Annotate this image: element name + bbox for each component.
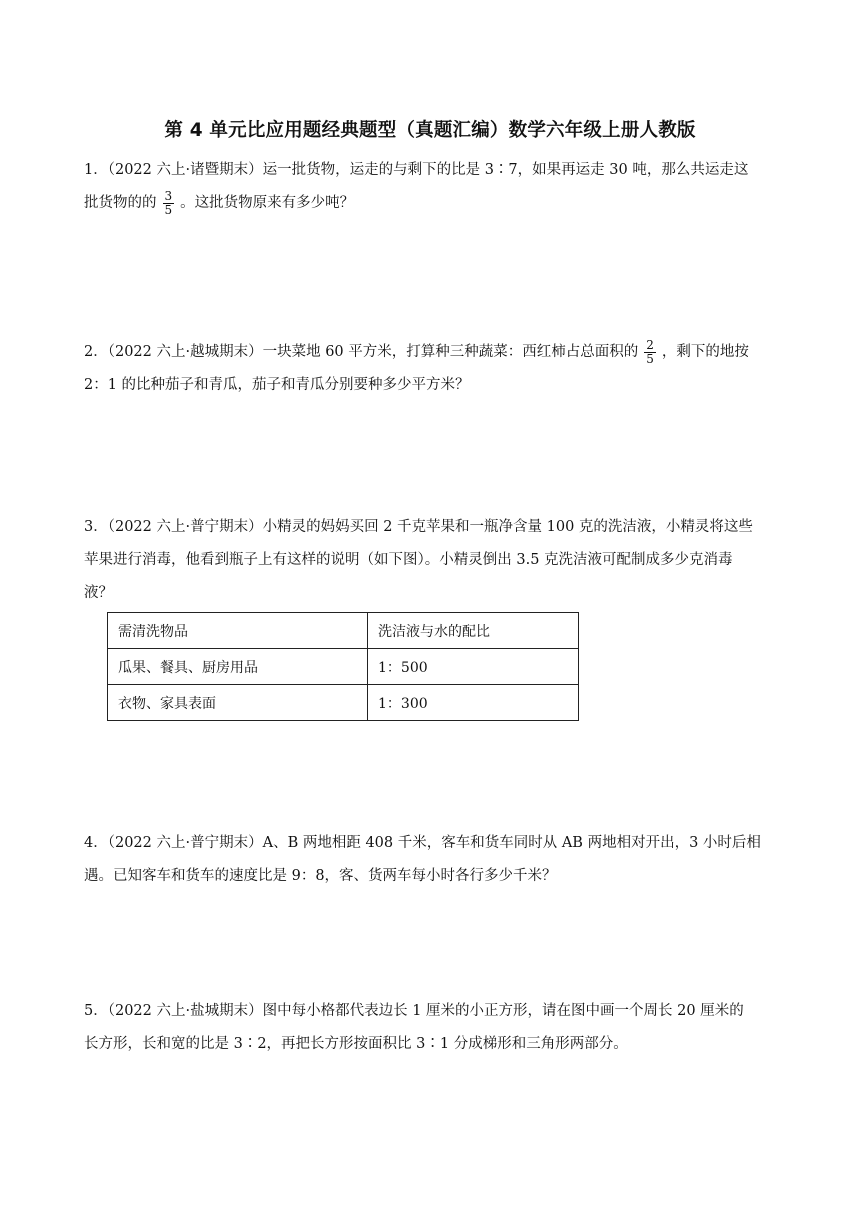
question-3-line-3: 液？ [84, 585, 113, 601]
question-2-text-before: 2．（2022 六上·越城期末）一块菜地 60 平方米，打算种三种蔬菜：西红柿占总面积的 [84, 344, 639, 360]
question-4-line-1: 4．（2022 六上·普宁期末）A、B 两地相距 408 千米，客车和货车同时从 AB 两地相对开出，3 小时后相 [84, 835, 761, 851]
fraction-denominator: 5 [164, 202, 173, 217]
question-2-line-2: 2：1 的比种茄子和青瓜，茄子和青瓜分别要种多少平方米？ [84, 377, 470, 393]
table-header-row [108, 613, 579, 649]
ratio-table [107, 612, 579, 721]
table-header-cell: 洗洁液与水的配比 [368, 613, 579, 649]
question-3-line-2: 苹果进行消毒，他看到瓶子上有这样的说明（如下图）。小精灵倒出 3.5 克洗洁液可配制成多少克消毒 [84, 552, 733, 568]
question-2 [84, 336, 778, 402]
page-title: 第 4 单元比应用题经典题型（真题汇编）数学六年级上册人教版 [164, 120, 696, 141]
table-header-cell: 需清洗物品 [108, 613, 368, 649]
question-3 [84, 511, 778, 610]
question-4-line-2: 遇。已知客车和货车的速度比是 9：8，客、货两车每小时各行多少千米？ [84, 868, 557, 884]
fraction-3-5 [163, 190, 175, 217]
fraction-2-5 [644, 339, 656, 366]
table-cell: 1：500 [368, 649, 579, 685]
question-2-line-1 [84, 336, 778, 369]
fraction-denominator: 5 [646, 351, 654, 366]
question-2-text-after: ，剩下的地按 [661, 344, 749, 360]
question-1-line-1: 1．（2022 六上·诸暨期末）运一批货物，运走的与剩下的比是 3∶7，如果再运走 30 吨，那么共运走这 [84, 162, 749, 178]
table-cell: 1：300 [368, 685, 579, 721]
table-row [108, 649, 579, 685]
question-1-line-2 [84, 187, 778, 220]
question-1-text-before: 批货物的的 [84, 195, 157, 211]
question-4 [84, 827, 778, 893]
fraction-numerator: 2 [646, 337, 654, 352]
question-5-line-1: 5．（2022 六上·盐城期末）图中每小格都代表边长 1 厘米的小正方形，请在图中画一个周长 20 厘米的 [84, 1003, 744, 1019]
table-row [108, 685, 579, 721]
question-5-line-2: 长方形，长和宽的比是 3∶2，再把长方形按面积比 3∶1 分成梯形和三角形两部分。 [84, 1036, 628, 1052]
table-cell: 瓜果、餐具、厨房用品 [108, 649, 368, 685]
question-1 [84, 154, 778, 220]
question-1-text-after: 。这批货物原来有多少吨？ [180, 195, 355, 211]
fraction-numerator: 3 [164, 188, 173, 203]
question-3-line-1: 3．（2022 六上·普宁期末）小精灵的妈妈买回 2 千克苹果和一瓶净含量 100 克的洗洁液，小精灵将这些 [84, 519, 753, 535]
table-cell: 衣物、家具表面 [108, 685, 368, 721]
question-5 [84, 995, 778, 1061]
